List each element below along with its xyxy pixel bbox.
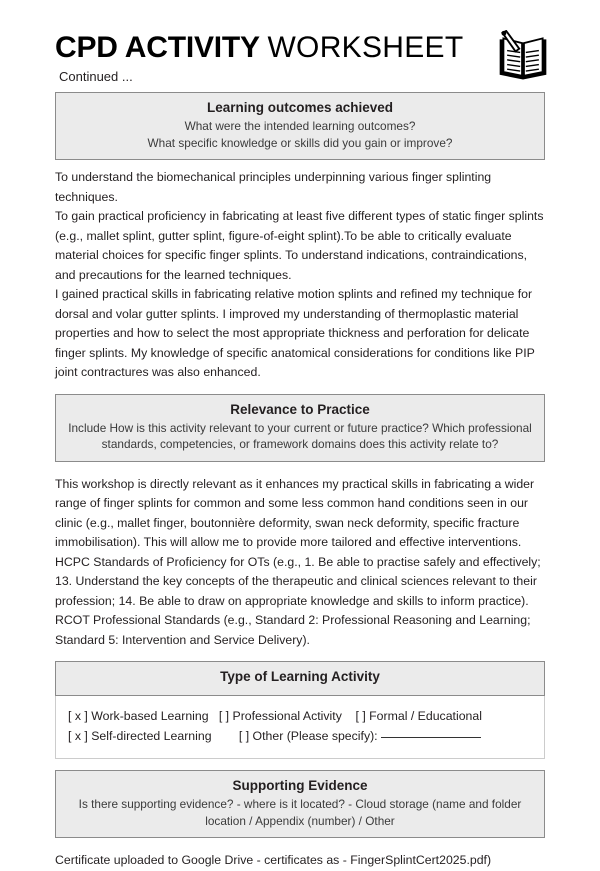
section-prompt-line-2: standards, competencies, or framework domains does this activity relate to? [101,437,499,451]
section-header-supporting-evidence [55,770,545,838]
section-heading: Type of Learning Activity [220,669,380,684]
page-header [55,30,545,92]
section-header-relevance-to-practice [55,394,545,462]
checkbox-row-2-label: [ x ] Self-directed Learning [ ] Other (Please specify): [68,729,378,743]
section-header-type-of-learning-activity [55,661,545,696]
section-heading: Relevance to Practice [230,401,370,417]
section-prompt-line-1: What were the intended learning outcomes? [184,119,416,133]
answer-learning-outcomes [55,168,545,383]
answer-paragraph: This workshop is directly relevant as it enhances my practical skills in fabricating a wider range of finger splints for common and some less common hand conditions seen in our clinic (e.g., mallet finger, boutonnière deformity, swan neck deformity, specific fracture immobilisation). This will allow me to provide more tailored and effective interventions. [55,476,535,549]
answer-paragraph: To gain practical proficiency in fabricating at least five different types of static finger splints (e.g., mallet splint, gutter splint, figure-of-eight splint).To be able to critically evaluate material choices for specific finger splints. To understand indications, contraindications, and precautions for the learned techniques. [55,209,544,282]
page-title [55,30,545,66]
checkbox-row-2[interactable] [68,726,532,746]
continued-label: Continued ... [59,69,133,84]
answer-paragraph: I gained practical skills in fabricating relative motion splints and refined my technique for dorsal and volar gutter splints. I improved my understanding of thermoplastic material properties and how to select the most appropriate thickness and perforation for delicate finger splints. My knowledge of specific anatomical considerations for conditions like PIP joint contractures was also enhanced. [55,287,535,379]
worksheet-content [55,30,545,871]
other-specify-input[interactable] [381,737,481,738]
answer-relevance-to-practice [55,475,545,651]
open-book-with-pen-icon [495,30,551,86]
page-title-bold: CPD ACTIVITY [55,31,260,64]
section-prompt-line-1: Is there supporting evidence? - where is it located? - Cloud storage (name and folder [78,797,522,811]
section-prompt-line-2: What specific knowledge or skills did you gain or improve? [147,135,453,150]
page-title-light: WORKSHEET [267,31,464,64]
section-prompt-line-1: Include How is this activity relevant to your current or future practice? Which professional [68,420,532,435]
section-heading: Learning outcomes achieved [206,100,394,115]
learning-activity-checkbox-panel[interactable] [55,696,545,759]
answer-supporting-evidence [55,851,545,871]
answer-paragraph: RCOT Professional Standards (e.g., Standard 2: Professional Reasoning and Learning; Standard 5: Intervention and Service Delivery). [55,613,531,647]
section-heading: Supporting Evidence [232,778,368,793]
checkbox-row-1[interactable]: [ x ] Work-based Learning [ ] Professional Activity [ ] Formal / Educational [68,709,482,723]
answer-paragraph: Certificate uploaded to Google Drive - certificates as - FingerSplintCert2025.pdf) [55,853,492,867]
answer-paragraph: HCPC Standards of Proficiency for OTs (e.g., 1. Be able to practise safely and effectively; 13. Understand the key concepts of the therapeutic and clinical sciences relevant to their profession; 14. Be able to draw on appropriate knowledge and skills to inform practice). [55,554,541,608]
section-prompt-line-2: location / Appendix (number) / Other [205,813,395,828]
section-header-learning-outcomes [55,92,545,160]
answer-paragraph: To understand the biomechanical principles underpinning various finger splinting techniques. [55,170,492,204]
